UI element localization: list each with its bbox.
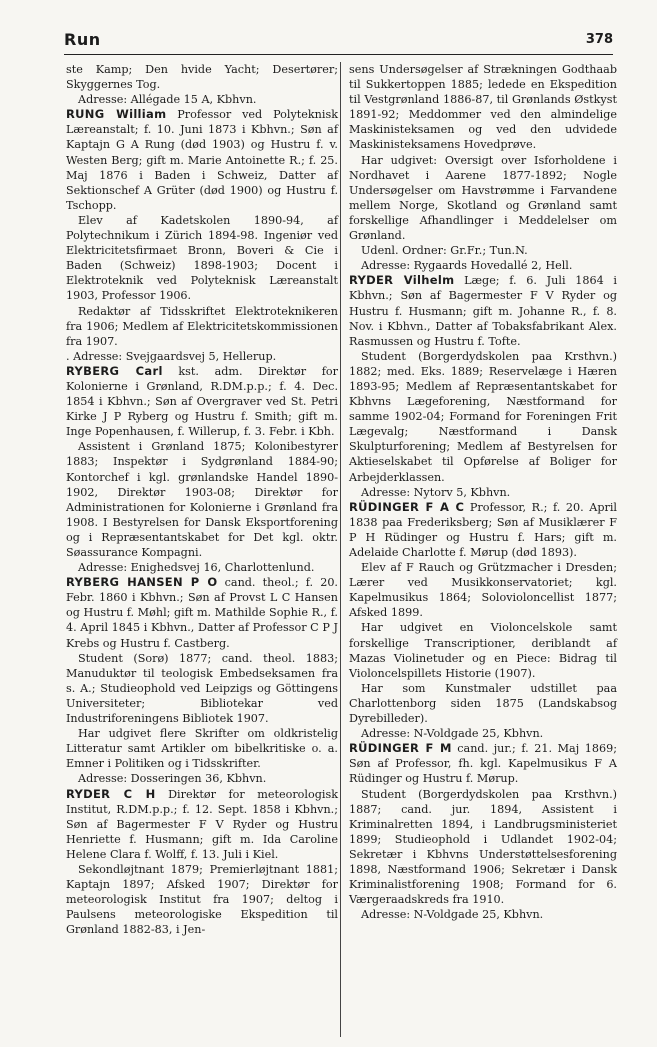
entry-text: Assistent i Grønland 1875; Kolonibestyrer 1883; Inspektør i Sydgrønland 1884-90; Kontorchef i kgl. grønlandske Handel 1890-1902, Direktør 1903-08; Direktør for Administrationen for Kolonierne i Grønland fra 1908. I Bestyrelsen for Dansk Eksportforening og i Repræsentantskabet for Det kgl. oktr. Søassurance Kompagni.: [66, 440, 338, 559]
entry-name: RÜDINGER F M: [349, 741, 452, 756]
entry-name: RÜDINGER F A C: [349, 499, 465, 514]
entry-name: RYDER C H: [66, 786, 156, 801]
entry-name: RUNG William: [66, 107, 167, 122]
entry-text: Student (Borgerdydskolen paa Krsthvn.) 1882; med. Eks. 1889; Reservelæge i Hæren 1893-95; Medlem af Repræsentantskabet for Kbhvns Lægeforening, Næstformand for samme 1902-04; Formand for Foreningen Frit Lægevalg; Næstformand i Dansk Skulpturforening; Medlem af Bestyrelsen for Aktieselskabet til Opførelse af Boliger for Arbejderklassen.: [349, 349, 617, 484]
entry-text: Har udgivet: Oversigt over Isforholdene i Nordhavet i Aarene 1877-1892; Nogle Undersøgelser om Havstrømme i Farvandene mellem Norge, Skotland og Grønland samt forskellige Afhandlinger i Meddelelser om Grønland.: [349, 153, 617, 243]
page-header: [64, 30, 613, 55]
entry-address: Adresse: N-Voldgade 25, Kbhvn.: [361, 908, 544, 922]
entry-rudinger-f-a-c: [349, 500, 617, 742]
entry-text: cand. jur.; f. 21. Maj 1869; Søn af Professor, fh. kgl. Kapelmusikus F A Rüdinger og Hustru f. Mørup.: [349, 742, 617, 786]
entry-text: Har udgivet flere Skrifter om oldkristelig Litteratur samt Artikler om bibelkritiske o. a. Emner i Politiken og i Tidsskrifter.: [66, 727, 338, 771]
entry-text: Elev af Kadetskolen 1890-94, af Polytechnikum i Zürich 1894-98. Ingeniør ved Elektricitetsfirmaet Bronn, Boveri & Cie i Baden (Schweiz) 1898-1903; Docent i Elektroteknik ved Polyteknisk Læreanstalt 1903, Professor 1906.: [66, 213, 338, 303]
entry-ryberg-hansen: [66, 575, 338, 786]
right-column: [349, 62, 617, 922]
entry-address: Adresse: Nytorv 5, Kbhvn.: [361, 485, 511, 499]
entry-address: Adresse: N-Voldgade 25, Kbhvn.: [361, 727, 544, 741]
left-column: [66, 62, 338, 937]
entry-text: Elev af F Rauch og Grützmacher i Dresden; Lærer ved Musikkonservatoriet; kgl. Kapelmusikus 1864; Solovioloncellist 1877; Afsked 1899.: [349, 561, 617, 620]
entry-text: Student (Borgerdydskolen paa Krsthvn.) 1887; cand. jur. 1894, Assistent i Kriminalretten 1894, i Landbrugsministeriet 1899; Studieophold i Udlandet 1902-04; Sekretær i Kbhvns Understøttelsesforening 1898, Næstformand 1906; Sekretær i Dansk Kriminalistforening 1908; Formand for 6. Værgeraadskreds fra 1910.: [349, 787, 617, 907]
entry-text: sens Undersøgelser af Strækningen Godthaab til Sukkertoppen 1885; ledede en Ekspedition til Vestgrønland 1886-87, til Grønlands Østkyst 1891-92; Meddommer ved den almindelige Maskinisteksamen og ved den udvidede Maskinisteksamens Hovedprøve.: [349, 63, 617, 152]
entry-name: RYDER Vilhelm: [349, 273, 455, 288]
entry-text: Student (Sorø) 1877; cand. theol. 1883; Manuduktør til teologisk Embedseksamen fra s. A.; Studieophold ved Leipzigs og Göttingens Universiteter; Bibliotekar ved Industriforeningens Bibliotek 1907.: [66, 651, 338, 726]
entry-address: . Adresse: Svejgaardsvej 5, Hellerup.: [66, 349, 277, 363]
entry-text: Læge; f. 6. Juli 1864 i Kbhvn.; Søn af Bagermester F V Ryder og Hustru f. Husmann; gift m. Johanne R., f. 8. Nov. i Kbhvn., Datter af Tobaksfabrikant Alex. Rasmussen og Hustru f. Tofte.: [349, 274, 617, 348]
entry-address: Adresse: Enighedsvej 16, Charlottenlund.: [78, 561, 315, 575]
entry-continuation: [66, 62, 338, 107]
entry-text: Sekondløjtnant 1879; Premierløjtnant 1881; Kaptajn 1897; Afsked 1907; Direktør for meteorologisk Institut fra 1907; deltog i Paulsens meteorologiske Ekspedition til Grønland 1882-83, i Jen-: [66, 862, 338, 937]
entry-address: Adresse: Allégade 15 A, Kbhvn.: [78, 93, 257, 107]
entry-ryder-vilhelm: [349, 273, 617, 499]
entry-text: Udenl. Ordner: Gr.Fr.; Tun.N.: [361, 244, 528, 258]
entry-text: Har som Kunstmaler udstillet paa Charlottenborg siden 1875 (Landskabsog Dyrebilleder).: [349, 681, 617, 726]
entry-text: kst. adm. Direktør for Kolonierne i Grønland, R.DM.p.p.; f. 4. Dec. 1854 i Kbhvn.; Søn af Overgraver ved St. Petri Kirke J P Ryberg og Hustru f. Smith; gift m. Inge Popenhausen, f. Willerup, f. 3. Febr. i Kbh.: [66, 364, 338, 439]
entry-text: ste Kamp; Den hvide Yacht; Desertører; Skyggernes Tog.: [66, 63, 338, 92]
entry-rung-william: [66, 107, 338, 364]
entry-text: cand. theol.; f. 20. Febr. 1860 i Kbhvn.; Søn af Provst L C Hansen og Hustru f. Møhl; gift m. Mathilde Sophie R., f. 4. April 1845 i Kbhvn., Datter af Professor C P J Krebs og Hustru f. Castberg.: [66, 576, 338, 650]
entry-text: Direktør for meteorologisk Institut, R.DM.p.p.; f. 12. Sept. 1858 i Kbhvn.; Søn af Bagermester F V Ryder og Hustru Henriette f. Husmann; gift m. Ida Caroline Helene Clara f. Wolff, f. 13. Juli i Kiel.: [66, 787, 338, 861]
entry-address: Adresse: Rygaards Hovedallé 2, Hell.: [361, 259, 573, 273]
page-number: 378: [585, 32, 613, 47]
entry-name: RYBERG Carl: [66, 363, 163, 378]
entry-rudinger-f-m: [349, 741, 617, 922]
entry-text: Redaktør af Tidsskriftet Elektroteknikeren fra 1906; Medlem af Elektricitetskommissionen fra 1907.: [66, 304, 338, 348]
running-head: Run: [64, 30, 101, 49]
entry-text: Har udgivet en Violoncelskole samt forskellige Transcriptioner, deriblandt af Mazas Violinetuder og en Piece: Bidrag til Violoncelspillets Historie (1907).: [349, 621, 617, 680]
entry-ryberg-carl: [66, 364, 338, 575]
entry-ryder-c-h: [66, 787, 338, 938]
entry-text: Professor ved Polyteknisk Læreanstalt; f. 10. Juni 1873 i Kbhvn.; Søn af Kaptajn G A Rung (død 1903) og Hustru f. v. Westen Berg; gift m. Marie Antoinette R.; f. 25. Maj 1876 i Baden i Schweiz, Datter af Sektionschef A Grüter (død 1900) og Hustru f. Tschopp.: [66, 108, 338, 212]
entry-text: Professor, R.; f. 20. April 1838 paa Frederiksberg; Søn af Musiklærer F P H Rüdinger og Hustru f. Hars; gift m. Adelaide Charlotte f. Mørup (død 1893).: [349, 500, 617, 559]
entry-address: Adresse: Dosseringen 36, Kbhvn.: [78, 772, 267, 786]
entry-continuation: [349, 62, 617, 273]
entry-name: RYBERG HANSEN P O: [66, 575, 218, 590]
column-divider: [340, 62, 341, 1037]
